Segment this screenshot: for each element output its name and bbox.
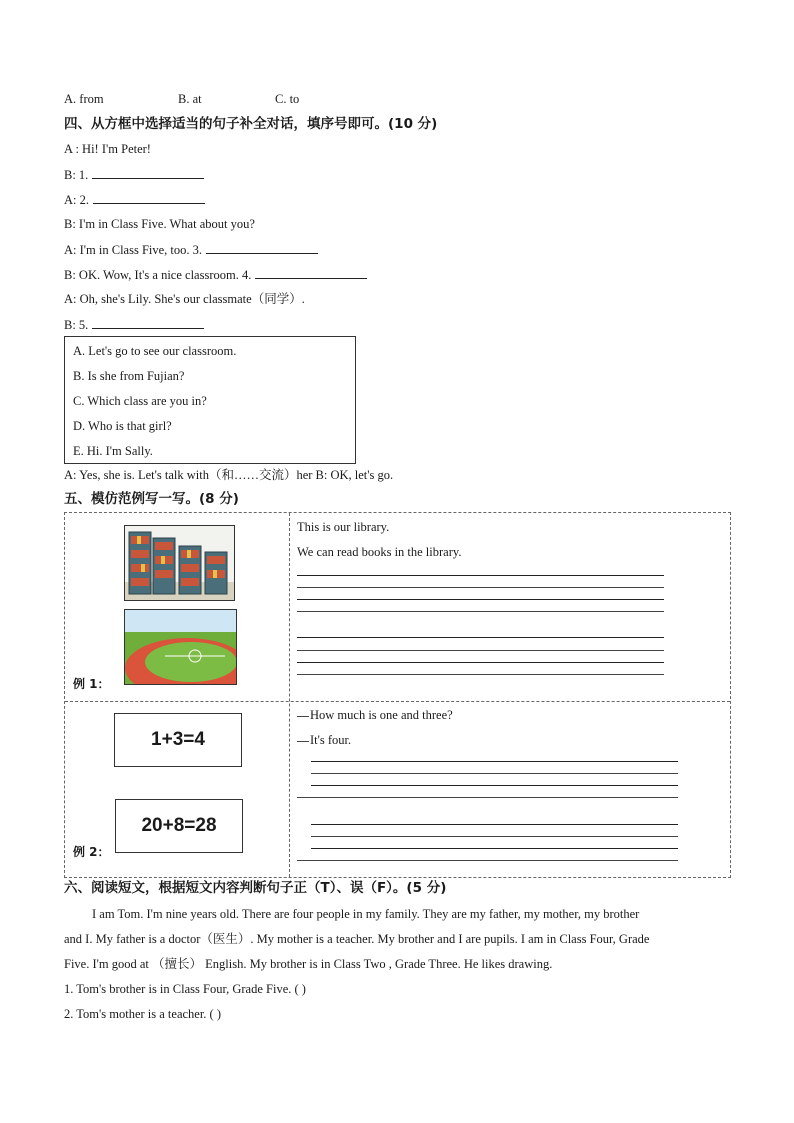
math-card-2: 20+8=28 xyxy=(115,799,243,853)
option-b-at: B. at xyxy=(178,92,202,106)
example-1-sentence-1: This is our library. xyxy=(297,520,390,534)
writing-line[interactable] xyxy=(297,575,664,576)
library-bookshelves-image xyxy=(124,525,235,601)
writing-line[interactable] xyxy=(297,797,678,798)
section-6-heading: 六、阅读短文，根据短文内容判断句子正（T）、误（F）。(5 分) xyxy=(64,880,447,896)
answer-blank-3[interactable] xyxy=(206,241,318,254)
answer-blank-4[interactable] xyxy=(255,266,367,279)
option-item: D. Who is that girl? xyxy=(73,419,172,433)
option-item: A. Let's go to see our classroom. xyxy=(73,344,237,358)
example-2-label: 例 2： xyxy=(73,845,110,859)
question-1[interactable]: 1. Tom's brother is in Class Four, Grade Five. ( ) xyxy=(64,982,306,996)
dialogue-line-2: B: 1. xyxy=(64,166,204,183)
dialogue-line-1: A : Hi! I'm Peter! xyxy=(64,142,151,156)
writing-line[interactable] xyxy=(297,599,664,600)
example-2-question: How much is one and three? xyxy=(297,707,453,723)
dialogue-closing: A: Yes, she is. Let's talk with（和……交流）her B: OK, let's go. xyxy=(64,468,394,482)
writing-line[interactable] xyxy=(297,662,664,663)
passage-line-2: and I. My father is a doctor（医生）. My mother is a teacher. My brother and I are pupils. I am in Class Four, Grade xyxy=(64,932,650,946)
dialogue-dash xyxy=(297,716,309,717)
answer-blank-2[interactable] xyxy=(93,191,205,204)
option-item: E. Hi. I'm Sally. xyxy=(73,444,153,458)
writing-line[interactable] xyxy=(297,650,664,651)
example-table xyxy=(64,512,731,878)
section-4-heading: 四、从方框中选择适当的句子补全对话，填序号即可。(10 分) xyxy=(64,116,438,132)
question-2[interactable]: 2. Tom's mother is a teacher. ( ) xyxy=(64,1007,222,1021)
answer-blank-1[interactable] xyxy=(92,166,204,179)
dialogue-line-8: B: 5. xyxy=(64,316,204,333)
options-box xyxy=(64,336,356,464)
dialogue-line-6: B: OK. Wow, It's a nice classroom. 4. xyxy=(64,266,367,283)
example-1-sentence-2: We can read books in the library. xyxy=(297,545,462,559)
writing-line[interactable] xyxy=(311,836,678,837)
playground-track-image xyxy=(124,609,237,685)
option-c-to: C. to xyxy=(275,92,300,106)
writing-line[interactable] xyxy=(311,824,678,825)
dialogue-line-5: A: I'm in Class Five, too. 3. xyxy=(64,241,318,258)
writing-line[interactable] xyxy=(297,637,664,638)
section-5-heading: 五、模仿范例写一写。(8 分) xyxy=(64,491,239,507)
example-2-answer: It's four. xyxy=(297,732,351,748)
math-card-1: 1+3=4 xyxy=(114,713,242,767)
writing-line[interactable] xyxy=(311,848,678,849)
dialogue-dash xyxy=(297,741,309,742)
writing-line[interactable] xyxy=(297,674,664,675)
writing-line[interactable] xyxy=(297,587,664,588)
answer-blank-5[interactable] xyxy=(92,316,204,329)
writing-line[interactable] xyxy=(311,773,678,774)
option-item: B. Is she from Fujian? xyxy=(73,369,185,383)
writing-line[interactable] xyxy=(297,860,678,861)
passage-line-3: Five. I'm good at （擅长） English. My brother is in Class Two , Grade Three. He likes drawing. xyxy=(64,957,553,971)
dialogue-line-3: A: 2. xyxy=(64,191,205,208)
dialogue-line-4: B: I'm in Class Five. What about you? xyxy=(64,217,255,231)
writing-line[interactable] xyxy=(297,611,664,612)
passage-line-1: I am Tom. I'm nine years old. There are four people in my family. They are my father, my mother, my brother xyxy=(92,907,640,921)
writing-line[interactable] xyxy=(311,761,678,762)
option-item: C. Which class are you in? xyxy=(73,394,207,408)
writing-line[interactable] xyxy=(311,785,678,786)
dialogue-line-7: A: Oh, she's Lily. She's our classmate（同学）. xyxy=(64,292,305,306)
example-1-label: 例 1： xyxy=(73,677,110,691)
option-a-from: A. from xyxy=(64,92,104,106)
